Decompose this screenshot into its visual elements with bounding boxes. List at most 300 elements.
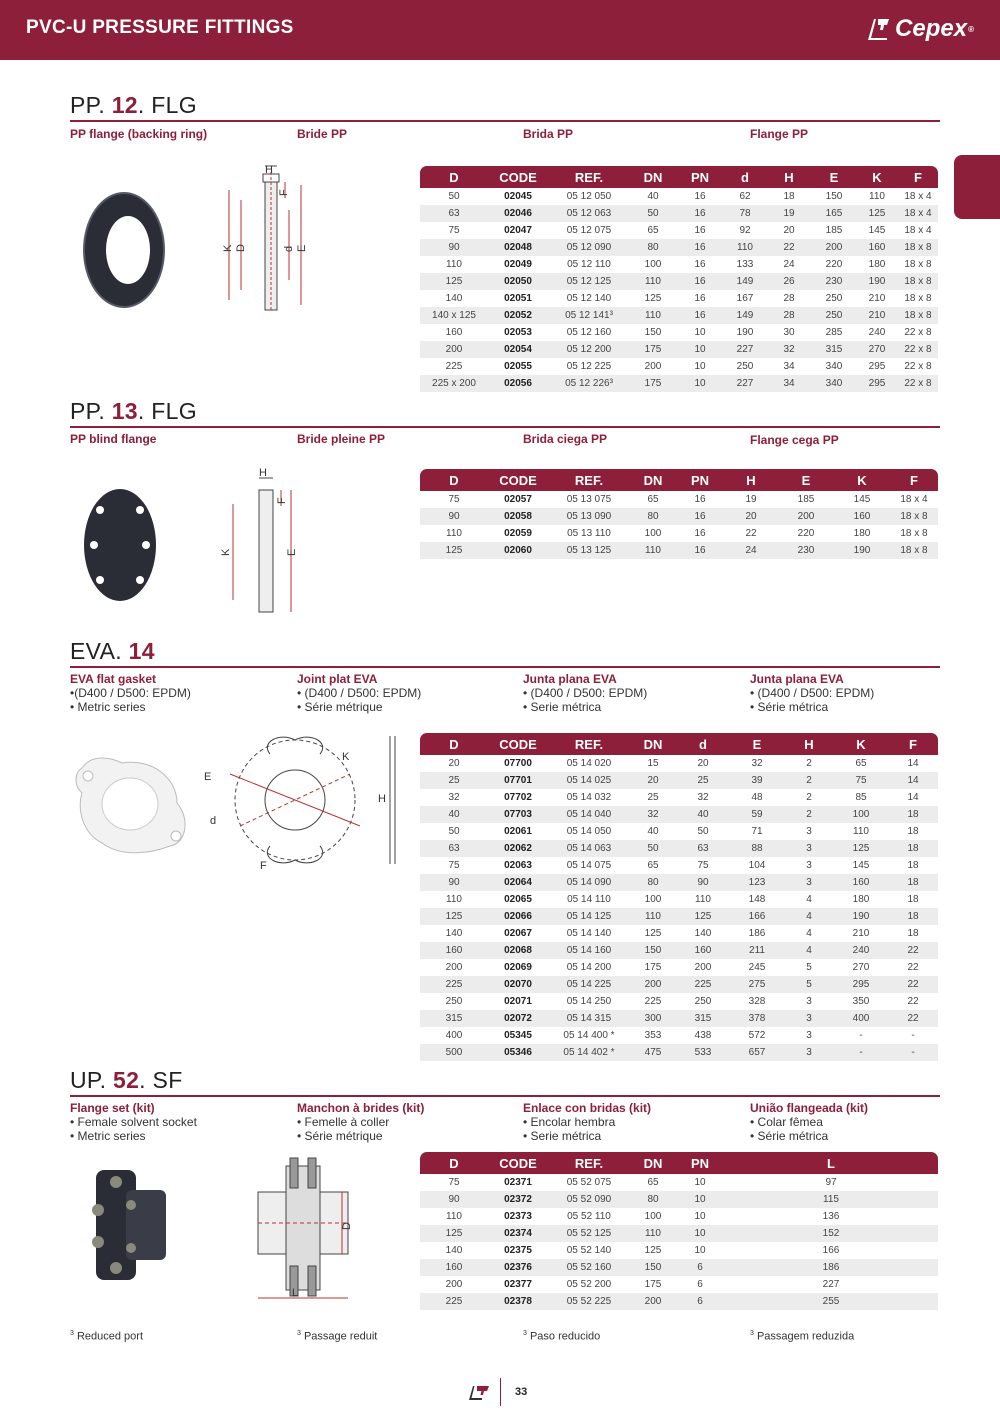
table-cell: 3 xyxy=(784,840,834,857)
table-cell: 65 xyxy=(647,225,659,236)
table-cell: 10 xyxy=(676,341,724,358)
column-header: E xyxy=(812,166,856,188)
lang-fr: Bride PP xyxy=(297,127,348,141)
svg-text:F: F xyxy=(276,497,288,504)
table-cell: 140 xyxy=(445,928,463,939)
table-row xyxy=(420,1293,938,1310)
table-cell: 22 x 8 xyxy=(904,327,932,338)
table-cell: 3 xyxy=(784,1044,834,1061)
column-header: H xyxy=(766,166,812,188)
column-header: DN xyxy=(630,166,676,188)
table-cell: 270 xyxy=(852,962,870,973)
table-cell: 110 xyxy=(630,1225,676,1242)
table-cell: 25 xyxy=(647,792,659,803)
table-cell: 328 xyxy=(748,996,766,1007)
table-cell: 75 xyxy=(448,225,460,236)
table-cell: 22 xyxy=(907,962,919,973)
table-cell: 40 xyxy=(647,826,659,837)
table-cell: 125 xyxy=(420,273,488,290)
table-cell: 02059 xyxy=(504,528,532,539)
table-cell: - xyxy=(834,1044,888,1061)
table-cell: 227 xyxy=(724,341,766,358)
table-cell: 63 xyxy=(420,205,488,222)
table-cell: 110 xyxy=(724,239,766,256)
table-cell: 05 13 090 xyxy=(548,508,630,525)
table-cell: 152 xyxy=(724,1225,938,1242)
table-cell: 200 xyxy=(420,341,488,358)
column-header: CODE xyxy=(488,469,548,491)
table-cell: 175 xyxy=(630,341,676,358)
table-cell: 180 xyxy=(853,528,871,539)
table-cell: 02060 xyxy=(488,542,548,559)
table-row xyxy=(420,542,938,559)
table-cell: 4 xyxy=(806,894,812,905)
table-row xyxy=(420,273,938,290)
svg-text:H: H xyxy=(378,793,386,805)
column-header: CODE xyxy=(488,166,548,188)
table-cell: 18 xyxy=(907,894,919,905)
table-cell: 190 xyxy=(856,273,898,290)
table-cell: 160 xyxy=(856,239,898,256)
table-row xyxy=(420,188,938,205)
table-row xyxy=(420,1027,938,1044)
table-cell: 07703 xyxy=(488,806,548,823)
table-cell: 02066 xyxy=(488,908,548,925)
column-header: L xyxy=(724,1152,938,1174)
table-cell: 07701 xyxy=(488,772,548,789)
table-cell: 63 xyxy=(420,840,488,857)
table-cell: 250 xyxy=(825,293,843,304)
table-cell: 50 xyxy=(630,840,676,857)
section-title-pp13: PP. 13. FLG xyxy=(70,398,197,424)
table-cell: 18 xyxy=(888,874,938,891)
table-cell: 125 xyxy=(644,928,662,939)
table-cell: 10 xyxy=(694,361,706,372)
table-cell: 02048 xyxy=(488,239,548,256)
table-cell: 295 xyxy=(834,976,888,993)
lang-en: PP flange (backing ring) xyxy=(70,127,208,141)
table-cell: 180 xyxy=(868,259,886,270)
table-cell: 18 xyxy=(907,860,919,871)
table-cell: 20 xyxy=(630,772,676,789)
header-bar xyxy=(0,0,1000,60)
table-cell: 6 xyxy=(697,1279,703,1290)
svg-text:E: E xyxy=(286,548,298,556)
column-header: K xyxy=(856,166,898,188)
footnote-en: $^3$ Reduced port xyxy=(70,1330,144,1343)
lang-pt: Junta plana EVA • (D400 / D500: EPDM) • Série métrica xyxy=(750,672,875,714)
table-cell: 230 xyxy=(778,542,834,559)
table-cell: 02071 xyxy=(504,996,532,1007)
table-cell: 90 xyxy=(676,874,730,891)
table-row xyxy=(420,755,938,772)
table-row xyxy=(420,840,938,857)
section-side-tab xyxy=(954,155,1000,219)
table-cell: 05 12 225 xyxy=(566,361,612,372)
table-row xyxy=(420,942,938,959)
table-cell: 18 xyxy=(783,191,795,202)
gasket-photo xyxy=(72,748,194,858)
table-cell: 185 xyxy=(825,225,843,236)
table-cell: 140 xyxy=(694,928,712,939)
table-pp13 xyxy=(420,469,938,559)
table-cell: 05 14 160 xyxy=(548,942,630,959)
table-cell: 20 xyxy=(783,225,795,236)
table-cell: 10 xyxy=(694,1211,706,1222)
svg-text:D: D xyxy=(341,1222,353,1230)
table-cell: 220 xyxy=(825,259,843,270)
table-cell: 133 xyxy=(736,259,754,270)
table-row xyxy=(420,1044,938,1061)
table-cell: 90 xyxy=(420,874,488,891)
table-cell: 14 xyxy=(907,758,919,769)
lang-pt: Flange cega PP xyxy=(750,433,839,447)
column-header: CODE xyxy=(488,733,548,755)
lang-en: Flange set (kit) • Female solvent socket • Metric series xyxy=(70,1101,197,1143)
table-cell: 02053 xyxy=(504,327,532,338)
table-cell: 75 xyxy=(834,772,888,789)
lang-es: Enlace con bridas (kit) • Encolar hembra • Serie métrica xyxy=(523,1101,652,1143)
cepex-small-logo-icon xyxy=(468,1383,490,1401)
table-cell: 39 xyxy=(730,772,784,789)
brand-name: Cepex xyxy=(895,15,968,42)
table-cell: 32 xyxy=(751,758,763,769)
table-cell: 115 xyxy=(724,1191,938,1208)
table-cell: 05 13 125 xyxy=(548,542,630,559)
table-row xyxy=(420,1208,938,1225)
table-row xyxy=(420,205,938,222)
svg-text:H: H xyxy=(265,164,273,176)
table-cell: 125 xyxy=(856,205,898,222)
table-cell: 3 xyxy=(806,826,812,837)
column-header: F xyxy=(888,733,938,755)
table-cell: 5 xyxy=(784,976,834,993)
table-cell: 5 xyxy=(806,962,812,973)
table-cell: 240 xyxy=(834,942,888,959)
table-cell: 175 xyxy=(644,962,662,973)
table-cell: 80 xyxy=(630,508,676,525)
table-cell: 59 xyxy=(730,806,784,823)
page-title: PVC-U PRESSURE FITTINGS xyxy=(26,17,294,38)
table-cell: 275 xyxy=(730,976,784,993)
svg-text:E: E xyxy=(204,771,212,783)
table-cell: 16 xyxy=(676,273,724,290)
table-cell: - xyxy=(888,1044,938,1061)
table-cell: 18 xyxy=(907,928,919,939)
table-cell: 40 xyxy=(420,806,488,823)
table-cell: 110 xyxy=(446,528,462,539)
table-cell: 16 xyxy=(694,191,706,202)
table-cell: 16 xyxy=(694,528,706,539)
table-cell: 15 xyxy=(647,758,659,769)
table-cell: 75 xyxy=(448,860,460,871)
table-cell: 475 xyxy=(630,1044,676,1061)
table-cell: 05 12 200 xyxy=(548,341,630,358)
section-title-up52: UP. 52. SF xyxy=(70,1067,183,1093)
table-cell: 220 xyxy=(797,528,815,539)
table-cell: 315 xyxy=(676,1010,730,1027)
table-row xyxy=(420,891,938,908)
table-cell: 300 xyxy=(630,1010,676,1027)
table-cell: 295 xyxy=(868,361,886,372)
table-cell: 02072 xyxy=(488,1010,548,1027)
table-cell: 160 xyxy=(834,874,888,891)
table-cell: 02062 xyxy=(488,840,548,857)
table-cell: 186 xyxy=(724,1259,938,1276)
table-cell: 32 xyxy=(697,792,709,803)
table-cell: 05 14 025 xyxy=(548,772,630,789)
table-cell: 160 xyxy=(420,1259,488,1276)
table-cell: 250 xyxy=(736,361,754,372)
column-header: PN xyxy=(676,166,724,188)
table-row xyxy=(420,789,938,806)
table-cell: 22 xyxy=(888,1010,938,1027)
flange-photo xyxy=(74,180,174,320)
table-cell: 05 14 040 xyxy=(548,806,630,823)
table-cell: 149 xyxy=(724,273,766,290)
table-cell: 210 xyxy=(856,307,898,324)
section-title-eva14: EVA. 14 xyxy=(70,638,155,664)
footnote-es: $^3$ Paso reducido xyxy=(523,1330,601,1343)
table-cell: 3 xyxy=(784,874,834,891)
table-cell: 02065 xyxy=(504,894,532,905)
column-header: D xyxy=(420,733,488,755)
table-cell: 02375 xyxy=(504,1245,532,1256)
table-cell: 16 xyxy=(694,259,706,270)
table-cell: 160 xyxy=(445,327,463,338)
column-header: REF. xyxy=(548,469,630,491)
table-cell: 65 xyxy=(855,758,867,769)
table-cell: 10 xyxy=(694,327,706,338)
table-cell: 05 52 075 xyxy=(566,1177,612,1188)
table-cell: 05 52 140 xyxy=(566,1245,612,1256)
table-row xyxy=(420,1242,938,1259)
table-cell: 05 14 110 xyxy=(567,894,611,905)
column-header: E xyxy=(778,469,834,491)
table-cell: 05 12 050 xyxy=(566,191,612,202)
table-cell: 32 xyxy=(630,806,676,823)
column-header: REF. xyxy=(548,166,630,188)
table-cell: 02051 xyxy=(504,293,532,304)
column-header: d xyxy=(676,733,730,755)
table-cell: 75 xyxy=(697,860,709,871)
table-cell: 125 xyxy=(644,293,662,304)
table-cell: 32 xyxy=(766,341,812,358)
table-cell: 104 xyxy=(748,860,766,871)
table-cell: 6 xyxy=(676,1259,724,1276)
page-number: 33 xyxy=(515,1386,528,1398)
table-cell: 22 x 8 xyxy=(904,361,932,372)
table-cell: 110 xyxy=(630,273,676,290)
blind-flange-photo xyxy=(70,480,170,610)
table-cell: 25 xyxy=(420,772,488,789)
table-cell: 05 12 125 xyxy=(548,273,630,290)
column-header: K xyxy=(834,469,890,491)
table-cell: 97 xyxy=(825,1177,837,1188)
table-cell: 34 xyxy=(783,361,795,372)
table-cell: 18 xyxy=(888,806,938,823)
column-header: REF. xyxy=(548,733,630,755)
column-header: PN xyxy=(676,1152,724,1174)
table-cell: 315 xyxy=(812,341,856,358)
table-cell: 05 12 090 xyxy=(548,239,630,256)
table-cell: 14 xyxy=(907,792,919,803)
table-cell: 167 xyxy=(736,293,754,304)
table-cell: 165 xyxy=(812,205,856,222)
table-cell: 20 xyxy=(697,758,709,769)
table-cell: 180 xyxy=(852,894,870,905)
table-cell: 50 xyxy=(697,826,709,837)
table-cell: 65 xyxy=(647,494,659,505)
table-cell: 05 14 032 xyxy=(566,792,612,803)
section-rule xyxy=(70,666,940,668)
table-cell: 22 x 8 xyxy=(898,375,938,392)
table-cell: 05 52 160 xyxy=(548,1259,630,1276)
table-cell: 02377 xyxy=(504,1279,532,1290)
table-cell: 18 x 8 xyxy=(898,273,938,290)
table-cell: 28 xyxy=(783,293,795,304)
table-cell: 245 xyxy=(748,962,766,973)
table-cell: 05 12 075 xyxy=(566,225,612,236)
table-row xyxy=(420,307,938,324)
table-row xyxy=(420,959,938,976)
column-header: CODE xyxy=(488,1152,548,1174)
table-row xyxy=(420,908,938,925)
table-cell: 125 xyxy=(420,542,488,559)
lang-en: EVA flat gasket •(D400 / D500: EPDM) • Metric series xyxy=(70,672,191,714)
table-cell: 255 xyxy=(724,1293,938,1310)
table-row xyxy=(420,1276,938,1293)
table-cell: 05 52 125 xyxy=(548,1225,630,1242)
table-cell: 210 xyxy=(852,928,870,939)
section-title-pp12: PP. 12. FLG xyxy=(70,92,197,118)
table-cell: 90 xyxy=(420,239,488,256)
table-cell: 05 14 075 xyxy=(566,860,612,871)
table-cell: 02371 xyxy=(504,1177,532,1188)
footnote-pt: $^3$ Passagem reduzida xyxy=(750,1330,855,1343)
table-cell: 10 xyxy=(694,1177,706,1188)
table-cell: 18 x 4 xyxy=(904,191,932,202)
table-cell: 48 xyxy=(751,792,763,803)
table-row xyxy=(420,823,938,840)
table-cell: 19 xyxy=(745,494,757,505)
table-cell: 05 14 250 xyxy=(566,996,612,1007)
table-cell: 110 xyxy=(630,307,676,324)
svg-text:H: H xyxy=(259,467,267,479)
flange-set-drawing xyxy=(250,1156,360,1306)
table-cell: - xyxy=(859,1030,863,1041)
table-cell: 02056 xyxy=(488,375,548,392)
table-cell: 125 xyxy=(420,1225,488,1242)
table-cell: 270 xyxy=(856,341,898,358)
table-cell: 22 xyxy=(745,528,757,539)
table-cell: 02061 xyxy=(504,826,532,837)
table-row xyxy=(420,525,938,542)
table-cell: 02057 xyxy=(504,494,532,505)
column-header: E xyxy=(730,733,784,755)
table-cell: 110 xyxy=(630,542,676,559)
table-cell: 05 14 200 xyxy=(566,962,612,973)
table-cell: 110 xyxy=(853,826,869,837)
table-cell: 4 xyxy=(784,908,834,925)
table-cell: 05 14 125 xyxy=(548,908,630,925)
table-cell: 02045 xyxy=(504,191,532,202)
table-cell: 10 xyxy=(676,1225,724,1242)
table-eva14 xyxy=(420,733,938,1061)
table-cell: 125 xyxy=(676,908,730,925)
table-cell: 05 52 110 xyxy=(567,1211,611,1222)
table-row xyxy=(420,239,938,256)
table-cell: 160 xyxy=(676,942,730,959)
table-cell: 18 x 4 xyxy=(900,494,928,505)
column-header: REF. xyxy=(548,1152,630,1174)
svg-text:D: D xyxy=(235,244,247,252)
table-cell: 05 14 050 xyxy=(566,826,612,837)
table-cell: 100 xyxy=(644,259,662,270)
table-cell: 80 xyxy=(630,1191,676,1208)
footnote-fr: $^3$ Passage reduit xyxy=(297,1330,378,1343)
table-cell: 250 xyxy=(694,996,712,1007)
table-cell: 200 xyxy=(644,361,662,372)
lang-es: Junta plana EVA • (D400 / D500: EPDM) • Serie métrica xyxy=(523,672,648,714)
table-cell: 40 xyxy=(647,191,659,202)
table-cell: 02049 xyxy=(504,259,532,270)
table-cell: 05 52 200 xyxy=(566,1279,612,1290)
table-cell: 3 xyxy=(806,996,812,1007)
table-cell: 2 xyxy=(806,758,812,769)
table-cell: 166 xyxy=(822,1245,840,1256)
table-cell: 185 xyxy=(797,494,815,505)
table-cell: 26 xyxy=(766,273,812,290)
table-cell: 110 xyxy=(869,191,885,202)
table-cell: 65 xyxy=(647,1177,659,1188)
table-cell: 18 x 8 xyxy=(890,508,938,525)
column-header: K xyxy=(834,733,888,755)
table-cell: 50 xyxy=(630,205,676,222)
table-cell: 250 xyxy=(812,307,856,324)
table-cell: 150 xyxy=(825,191,843,202)
section-rule xyxy=(70,120,940,122)
table-cell: 150 xyxy=(630,942,676,959)
svg-text:F: F xyxy=(278,189,290,196)
table-cell: 20 xyxy=(448,758,460,769)
table-cell: 6 xyxy=(676,1293,724,1310)
table-cell: 378 xyxy=(730,1010,784,1027)
table-cell: 225 xyxy=(445,361,463,372)
svg-text:L: L xyxy=(292,1287,299,1299)
table-row xyxy=(420,1225,938,1242)
table-cell: 190 xyxy=(834,542,890,559)
table-row xyxy=(420,324,938,341)
table-cell: 50 xyxy=(448,826,460,837)
table-cell: 140 x 125 xyxy=(420,307,488,324)
table-cell: 05 14 400 * xyxy=(563,1030,615,1041)
table-row xyxy=(420,857,938,874)
table-cell: 10 xyxy=(676,1191,724,1208)
blind-flange-drawing xyxy=(215,464,315,624)
table-cell: 149 xyxy=(724,307,766,324)
table-cell: 353 xyxy=(644,1030,662,1041)
svg-text:d: d xyxy=(283,245,295,252)
table-cell: 110 xyxy=(446,894,462,905)
table-cell: 30 xyxy=(783,327,795,338)
table-cell: 4 xyxy=(806,928,812,939)
lang-fr: Manchon à brides (kit) • Femelle à coller • Série métrique xyxy=(297,1101,425,1143)
table-cell: 05 52 225 xyxy=(548,1293,630,1310)
section-rule xyxy=(70,426,940,428)
table-cell: 438 xyxy=(694,1030,712,1041)
table-cell: 07700 xyxy=(504,758,532,769)
